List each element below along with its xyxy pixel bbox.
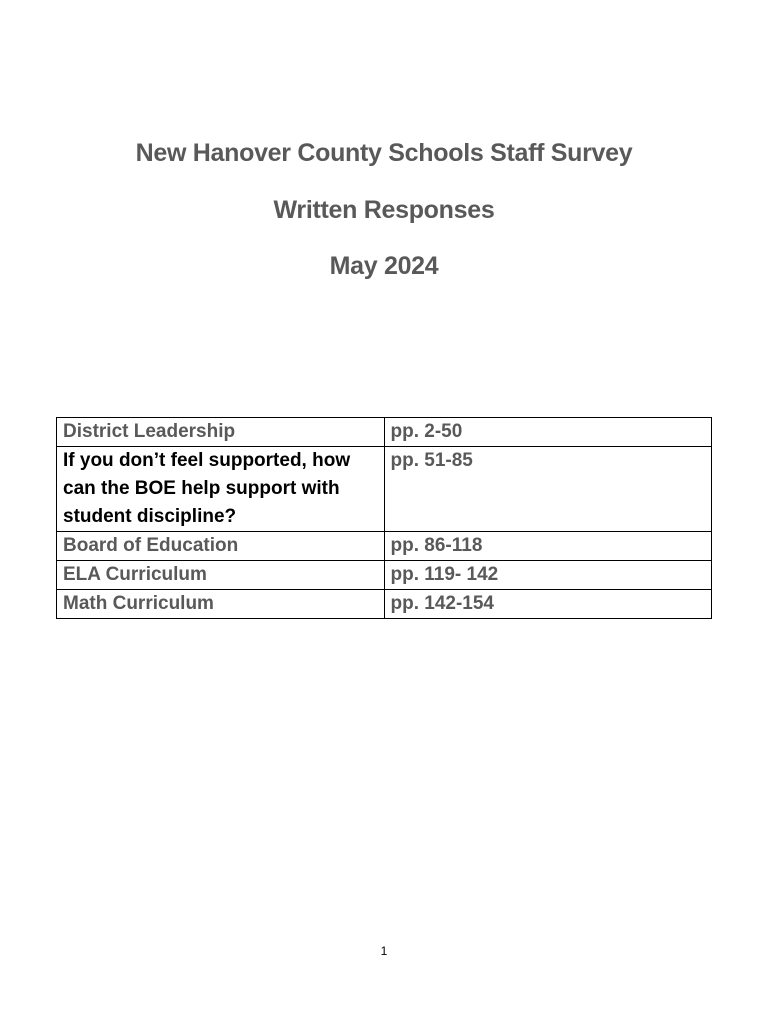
toc-pages: pp. 119- 142 [384,561,712,590]
toc-pages: pp. 142-154 [384,590,712,619]
table-row [57,561,712,590]
toc-topic: Math Curriculum [57,590,385,619]
toc-topic: If you don’t feel supported, how can the BOE help support with student discipline? [57,447,385,532]
document-title: New Hanover County Schools Staff Survey [135,139,633,167]
toc-pages: pp. 86-118 [384,532,712,561]
toc-pages: pp. 51-85 [384,447,712,532]
table-of-contents [56,417,712,619]
table-row [57,532,712,561]
document-subtitle: Written Responses [273,196,495,224]
toc-topic: District Leadership [57,418,385,447]
page-number: 1 [380,944,388,958]
document-date: May 2024 [329,252,439,280]
toc-topic: Board of Education [57,532,385,561]
toc-pages: pp. 2-50 [384,418,712,447]
table-row [57,418,712,447]
table-row [57,447,712,532]
table-row [57,590,712,619]
toc-topic: ELA Curriculum [57,561,385,590]
